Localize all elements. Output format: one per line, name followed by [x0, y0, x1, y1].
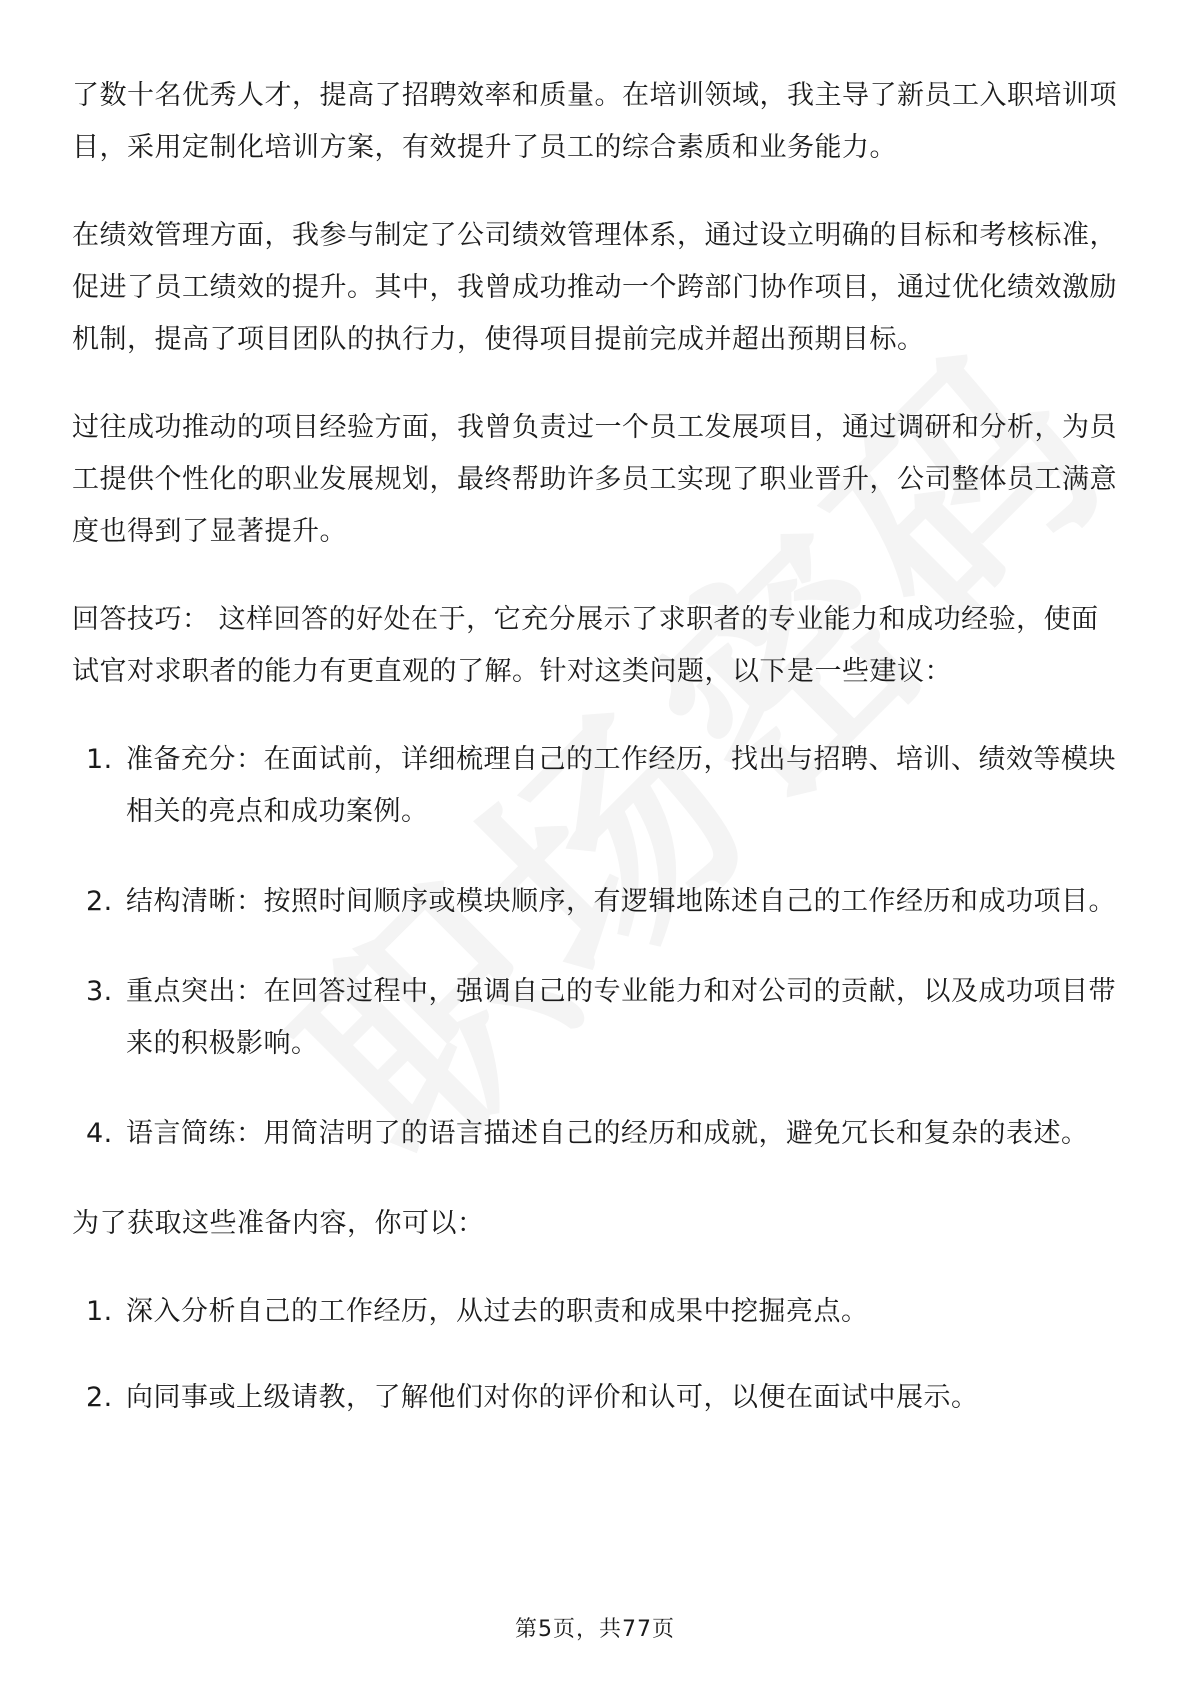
list-item	[72, 1286, 1122, 1338]
list-item-text: 准备充分：在面试前，详细梳理自己的工作经历，找出与招聘、培训、绩效等模块相关的亮点和成功案例。	[126, 744, 1116, 827]
paragraph-prep-intro: 为了获取这些准备内容，你可以：	[72, 1208, 485, 1239]
list-number: 2.	[86, 1382, 113, 1413]
paragraph-project-experience: 过往成功推动的项目经验方面，我曾负责过一个员工发展项目，通过调研和分析，为员工提供个性化的职业发展规划，最终帮助许多员工实现了职业晋升，公司整体员工满意度也得到了显著提升。	[72, 412, 1117, 547]
list-item	[72, 734, 1122, 838]
list-number: 1.	[86, 1296, 113, 1327]
list-number: 1.	[86, 744, 113, 775]
paragraph-performance: 在绩效管理方面，我参与制定了公司绩效管理体系，通过设立明确的目标和考核标准，促进了员工绩效的提升。其中，我曾成功推动一个跨部门协作项目，通过优化绩效激励机制，提高了项目团队的执行力，使得项目提前完成并超出预期目标。	[72, 220, 1117, 355]
list-item-text: 结构清晰：按照时间顺序或模块顺序，有逻辑地陈述自己的工作经历和成功项目。	[126, 886, 1116, 917]
list-item-text: 深入分析自己的工作经历，从过去的职责和成果中挖掘亮点。	[126, 1296, 869, 1327]
tips-list	[72, 734, 1122, 1160]
prep-list	[72, 1286, 1122, 1424]
list-item-text: 语言简练：用简洁明了的语言描述自己的经历和成就，避免冗长和复杂的表述。	[126, 1118, 1089, 1149]
list-item	[72, 1372, 1122, 1424]
list-item-text: 重点突出：在回答过程中，强调自己的专业能力和对公司的贡献，以及成功项目带来的积极影响。	[126, 976, 1116, 1059]
list-number: 4.	[86, 1118, 113, 1149]
paragraph-answer-tips: 回答技巧： 这样回答的好处在于，它充分展示了求职者的专业能力和成功经验，使面试官对求职者的能力有更直观的了解。针对这类问题，以下是一些建议：	[72, 604, 1099, 687]
list-item	[72, 876, 1122, 928]
list-number: 3.	[86, 976, 113, 1007]
list-item-text: 向同事或上级请教，了解他们对你的评价和认可，以便在面试中展示。	[126, 1382, 979, 1413]
paragraph-recruitment-training: 了数十名优秀人才，提高了招聘效率和质量。在培训领域，我主导了新员工入职培训项目，采用定制化培训方案，有效提升了员工的综合素质和业务能力。	[72, 80, 1117, 163]
page-footer: 第5页，共77页	[515, 1617, 675, 1642]
page-content	[72, 70, 1122, 1458]
list-number: 2.	[86, 886, 113, 917]
list-item	[72, 1108, 1122, 1160]
list-item	[72, 966, 1122, 1070]
